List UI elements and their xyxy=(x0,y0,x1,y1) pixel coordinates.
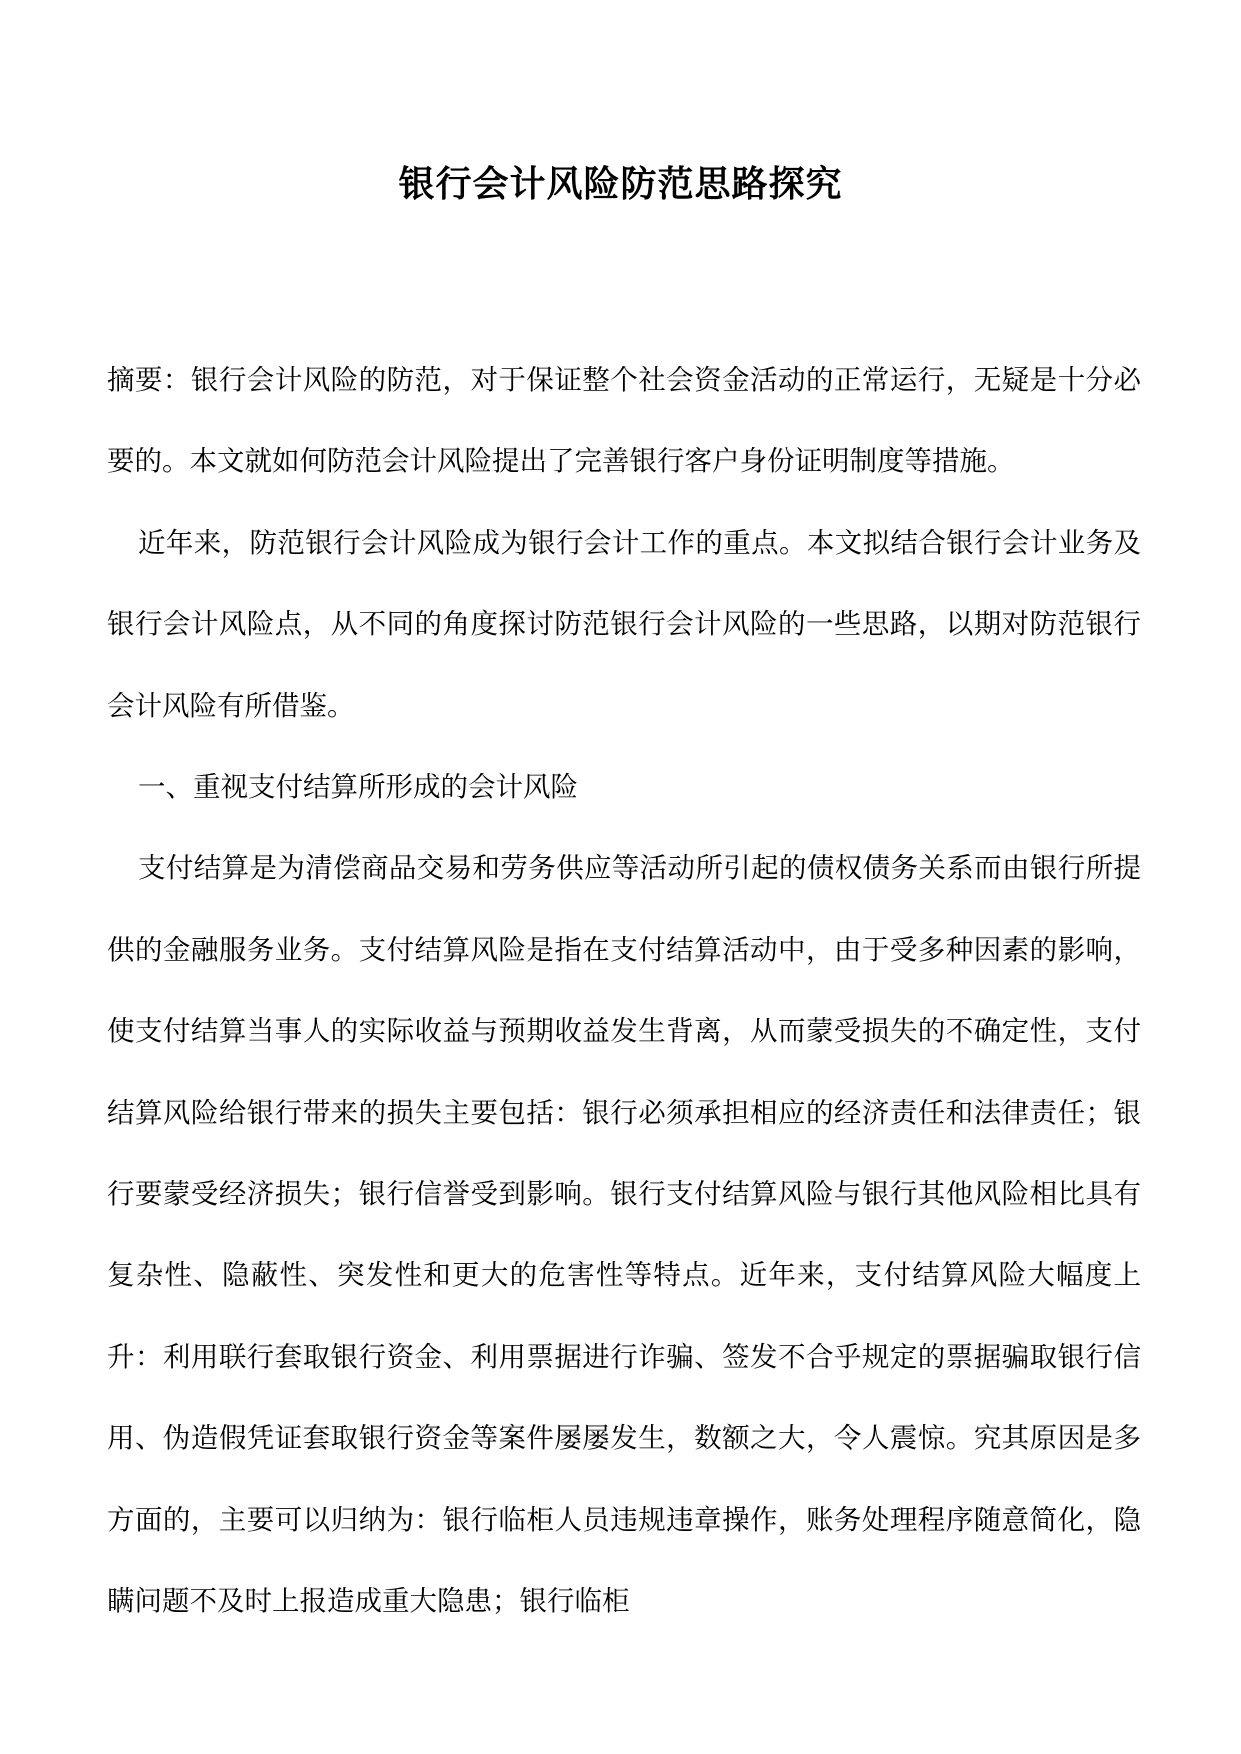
section-body-paragraph: 支付结算是为清偿商品交易和劳务供应等活动所引起的债权债务关系而由银行所提供的金融服务业务。支付结算风险是指在支付结算活动中，由于受多种因素的影响，使支付结算当事人的实际收益与预期收益发生背离，从而蒙受损失的不确定性，支付结算风险给银行带来的损失主要包括：银行必须承担相应的经济责任和法律责任；银行要蒙受经济损失；银行信誉受到影响。银行支付结算风险与银行其他风险相比具有复杂性、隐蔽性、突发性和更大的危害性等特点。近年来，支付结算风险大幅度上升：利用联行套取银行资金、利用票据进行诈骗、签发不合乎规定的票据骗取银行信用、伪造假凭证套取银行资金等案件屡屡发生，数额之大，令人震惊。究其原因是多方面的，主要可以归纳为：银行临柜人员违规违章操作，账务处理程序随意简化，隐瞒问题不及时上报造成重大隐患；银行临柜 xyxy=(107,852,1141,1618)
document-title: 银行会计风险防范思路探究 xyxy=(398,164,843,205)
section-heading: 一、重视支付结算所形成的会计风险 xyxy=(138,771,578,804)
intro-paragraph: 近年来，防范银行会计风险成为银行会计工作的重点。本文拟结合银行会计业务及银行会计风险点，从不同的角度探讨防范银行会计风险的一些思路，以期对防范银行会计风险有所借鉴。 xyxy=(107,526,1141,722)
document-body xyxy=(107,340,1141,1643)
abstract-paragraph: 摘要：银行会计风险的防范，对于保证整个社会资金活动的正常运行，无疑是十分必要的。本文就如何防范会计风险提出了完善银行客户身份证明制度等措施。 xyxy=(107,364,1141,478)
